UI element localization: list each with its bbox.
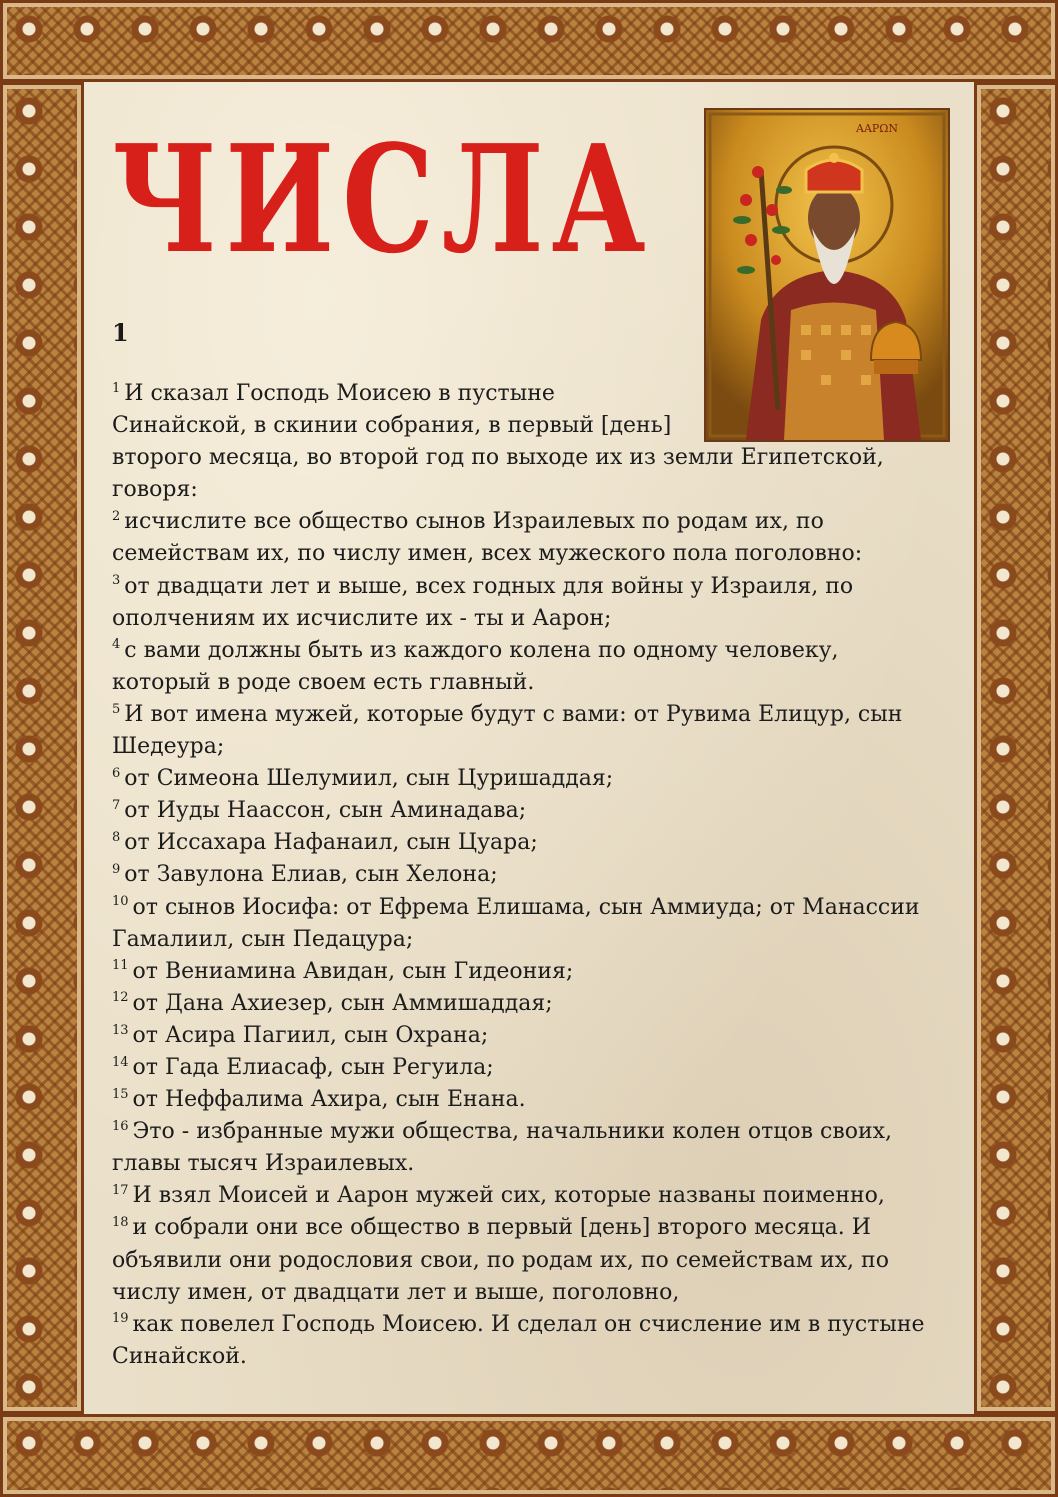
verse bbox=[112, 571, 942, 635]
verse bbox=[112, 378, 677, 442]
verse bbox=[112, 635, 942, 699]
verse-number: 13 bbox=[112, 1022, 129, 1038]
verse-text: от Иуды Наассон, сын Аминадава; bbox=[124, 798, 527, 824]
verse bbox=[112, 892, 942, 956]
verse-number: 9 bbox=[112, 862, 121, 878]
icon-inscription: ΑΑΡΩΝ bbox=[856, 122, 899, 135]
verse-number: 5 bbox=[112, 701, 121, 717]
verse-text: от Вениамина Авидан, сын Гидеония; bbox=[132, 958, 574, 984]
verse-text: от Дана Ахиезер, сын Аммишаддая; bbox=[132, 990, 553, 1016]
ornamental-border-top bbox=[0, 0, 1058, 82]
verse bbox=[112, 1212, 942, 1308]
verse-text: как повелел Господь Моисею. И сделал он счисление им в пустыне Синайской. bbox=[112, 1311, 925, 1369]
book-title: ЧИСЛА bbox=[112, 112, 654, 286]
verse-text: от Завулона Елиав, сын Хелона; bbox=[124, 862, 498, 888]
verse bbox=[112, 506, 942, 570]
verse bbox=[112, 1052, 942, 1084]
ornamental-border-bottom bbox=[0, 1414, 1058, 1497]
verse-number: 15 bbox=[112, 1086, 129, 1102]
verse-number: 14 bbox=[112, 1054, 129, 1070]
verse-number: 17 bbox=[112, 1183, 129, 1199]
verse-text: второго месяца, во второй год по выходе их из земли Египетской, говоря: bbox=[112, 445, 884, 503]
verse-number: 6 bbox=[112, 765, 121, 781]
ornamental-border-left bbox=[0, 82, 84, 1414]
verse-text: исчислите все общество сынов Израилевых по родам их, по семействам их, по числу имен, всех мужеского пола поголовно: bbox=[112, 509, 863, 567]
verse bbox=[112, 1116, 942, 1180]
verse-number: 10 bbox=[112, 894, 129, 910]
verse-text: от двадцати лет и выше, всех годных для войны у Израиля, по ополчениям их исчислите их - ты и Аарон; bbox=[112, 573, 854, 631]
verse-text: И взял Моисей и Аарон мужей сих, которые названы поименно, bbox=[132, 1183, 885, 1209]
verse-number: 2 bbox=[112, 509, 121, 525]
verse-text: Это - избранные мужи общества, начальники колен отцов своих, главы тысяч Израилевых. bbox=[112, 1119, 893, 1177]
verse bbox=[112, 1180, 942, 1212]
verse-text: от Иссахара Нафанаил, сын Цуара; bbox=[124, 830, 538, 856]
verse bbox=[112, 956, 942, 988]
ornamental-border-right bbox=[974, 82, 1058, 1414]
verse-number: 18 bbox=[112, 1215, 129, 1231]
verse-number: 16 bbox=[112, 1118, 129, 1134]
verse-text: от Гада Елиасаф, сын Регуила; bbox=[132, 1054, 494, 1080]
verse-text: с вами должны быть из каждого колена по одному человеку, который в роде своем есть главный. bbox=[112, 637, 839, 695]
verse bbox=[112, 1084, 942, 1116]
verse bbox=[112, 699, 942, 763]
verse-text: и собрали они все общество в первый [день] второго месяца. И объявили они родословия свои, по родам их, по семействам их, по числу имен, от двадцати лет и выше, поголовно, bbox=[112, 1215, 889, 1305]
verse bbox=[112, 1020, 942, 1052]
verse bbox=[112, 827, 942, 859]
verse-text: от Неффалима Ахира, сын Енана. bbox=[132, 1087, 526, 1113]
verse bbox=[112, 763, 942, 795]
verse-number: 7 bbox=[112, 797, 121, 813]
verse-text: от Симеона Шелумиил, сын Цуришаддая; bbox=[124, 766, 614, 792]
verse-text: от сынов Иосифа: от Ефрема Елишама, сын Аммиуда; от Манассии Гамалиил, сын Педацура; bbox=[112, 894, 920, 952]
verse-number: 12 bbox=[112, 990, 129, 1006]
verse-number: 8 bbox=[112, 829, 121, 845]
verse bbox=[112, 442, 942, 506]
verse-list bbox=[112, 378, 942, 1373]
verse-number: 3 bbox=[112, 573, 121, 589]
verse bbox=[112, 988, 942, 1020]
verse-text: И вот имена мужей, которые будут с вами: от Рувима Елицур, сын Шедеура; bbox=[112, 701, 903, 760]
verse bbox=[112, 1309, 942, 1373]
verse-number: 11 bbox=[112, 958, 129, 974]
verse bbox=[112, 795, 942, 827]
verse bbox=[112, 859, 942, 891]
chapter-number: 1 bbox=[112, 318, 129, 347]
verse-number: 19 bbox=[112, 1311, 129, 1327]
verse-text: И сказал Господь Моисею в пустыне Синайской, в скинии собрания, в первый [день] bbox=[112, 381, 672, 439]
verse-text: от Асира Пагиил, сын Охрана; bbox=[132, 1022, 489, 1048]
verse-number: 4 bbox=[112, 637, 121, 653]
verse-number: 1 bbox=[112, 380, 121, 396]
